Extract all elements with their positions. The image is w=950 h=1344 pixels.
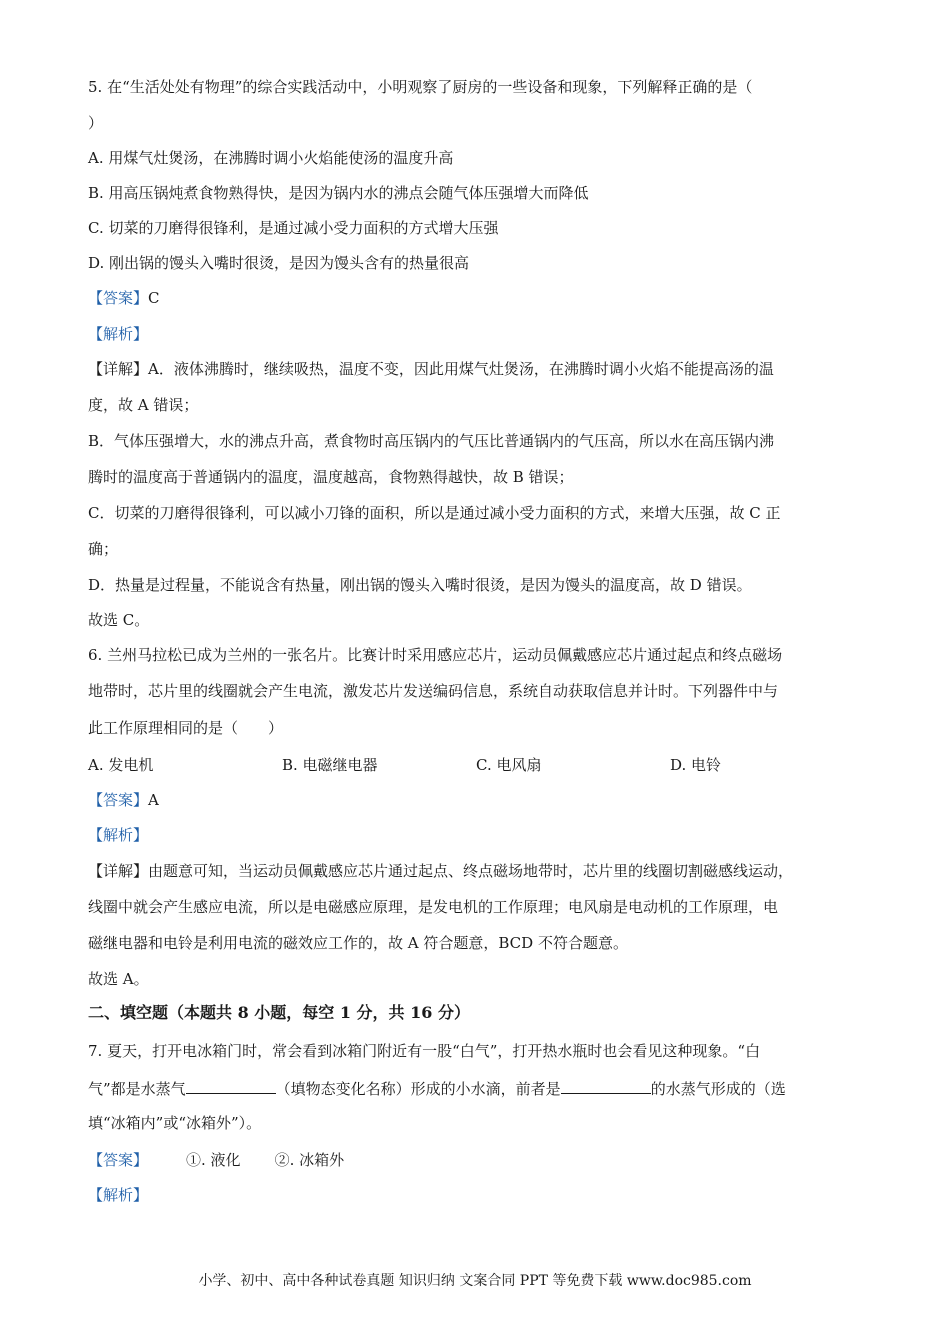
q6-detail-3: 磁继电器和电铃是利用电流的磁效应工作的，故 A 符合题意，BCD 不符合题意。 [88,934,628,952]
q5-detail-2b: 腾时的温度高于普通锅内的温度，温度越高，食物熟得越快，故 B 错误； [88,468,574,486]
q6-conclusion: 故选 A。 [88,970,149,988]
q6-detail-1 [88,861,793,881]
q6-answer-tag: 【答案】 [88,791,149,809]
q6-detail-1-text: 由题意可知，当运动员佩戴感应芯片通过起点、终点磁场地带时，芯片里的线圈切割磁感线运动， [148,862,794,880]
q7-stem-2b: （填物态变化名称）形成的小水滴，前者是 [275,1080,561,1098]
q5-detail-2a: B．气体压强增大，水的沸点升高，煮食物时高压锅内的气压比普通锅内的气压高，所以水在高压锅内沸 [88,432,775,450]
q6-stem-line-1: 6. 兰州马拉松已成为兰州的一张名片。比赛计时采用感应芯片，运动员佩戴感应芯片通过起点和终点磁场 [88,646,783,664]
page-footer: 小学、初中、高中各种试卷真题 知识归纳 文案合同 PPT 等免费下载 www.doc985.com [198,1273,752,1289]
q5-answer-value: C [148,289,160,307]
q6-option-d: D. 电铃 [670,756,722,774]
q5-detail-3b: 确； [88,540,119,558]
q5-detail-1b: 度，故 A 错误； [88,396,199,414]
q7-answer-1: ①. 液化 [186,1151,241,1169]
q5-stem-line-2: ） [88,114,104,132]
q7-answer [88,1150,344,1170]
q6-analysis-tag: 【解析】 [88,826,149,844]
q5-detail-4: D．热量是过程量，不能说含有热量，刚出锅的馒头入嘴时很烫，是因为馒头的温度高，故 D 错误。 [88,576,752,594]
q7-stem-2c: 的水蒸气形成的（选 [650,1080,786,1098]
q6-stem-line-2: 地带时，芯片里的线圈就会产生电流，激发芯片发送编码信息，系统自动获取信息并计时。下列器件中与 [88,682,779,700]
q7-stem-2a: 气”都是水蒸气 [88,1080,186,1098]
q7-stem-line-1: 7. 夏天，打开电冰箱门时，常会看到冰箱门附近有一股“白气”，打开热水瓶时也会看见这种现象。“白 [88,1042,761,1060]
q5-option-b: B. 用高压锅炖煮食物熟得快，是因为锅内水的沸点会随气体压强增大而降低 [88,184,589,202]
q6-option-c: C. 电风扇 [476,756,542,774]
q5-detail-1a: A．液体沸腾时，继续吸热，温度不变，因此用煤气灶煲汤，在沸腾时调小火焰不能提高汤的温 [148,360,774,378]
q7-analysis-tag: 【解析】 [88,1186,149,1204]
q7-answer-2: ②. 冰箱外 [274,1151,345,1169]
q5-option-d: D. 刚出锅的馒头入嘴时很烫，是因为馒头含有的热量很高 [88,254,470,272]
q7-blank-2 [561,1077,651,1094]
q7-blank-1 [186,1077,276,1094]
section-heading: 二、填空题（本题共 8 小题，每空 1 分，共 16 分） [88,1003,470,1022]
q6-answer [88,790,159,810]
q5-answer-tag: 【答案】 [88,289,149,307]
q5-stem-line-1: 5. 在“生活处处有物理”的综合实践活动中，小明观察了厨房的一些设备和现象，下列解释正确的是（ [88,78,753,96]
q6-option-b: B. 电磁继电器 [282,756,378,774]
q7-stem-line-3: 填“冰箱内”或“冰箱外”）。 [88,1114,262,1132]
q6-detail-tag: 【详解】 [88,862,149,880]
q5-detail-1 [88,359,774,379]
q6-answer-value: A [148,791,159,809]
q6-option-a: A. 发电机 [88,756,154,774]
q5-analysis-tag: 【解析】 [88,325,149,343]
q6-options [88,755,864,775]
q6-stem-line-3: 此工作原理相同的是（ ） [88,719,284,737]
q7-stem-line-2 [88,1077,786,1099]
q5-answer [88,288,160,308]
q6-detail-2: 线圈中就会产生感应电流，所以是电磁感应原理，是发电机的工作原理；电风扇是电动机的工作原理，电 [88,898,779,916]
q5-conclusion: 故选 C。 [88,611,150,629]
q5-option-a: A. 用煤气灶煲汤，在沸腾时调小火焰能使汤的温度升高 [88,149,454,167]
q7-answer-tag: 【答案】 [88,1151,149,1169]
q5-detail-3a: C．切菜的刀磨得很锋利，可以减小刀锋的面积，所以是通过减小受力面积的方式，来增大压强，故 C 正 [88,504,781,522]
q5-detail-tag: 【详解】 [88,360,149,378]
q5-option-c: C. 切菜的刀磨得很锋利，是通过减小受力面积的方式增大压强 [88,219,499,237]
